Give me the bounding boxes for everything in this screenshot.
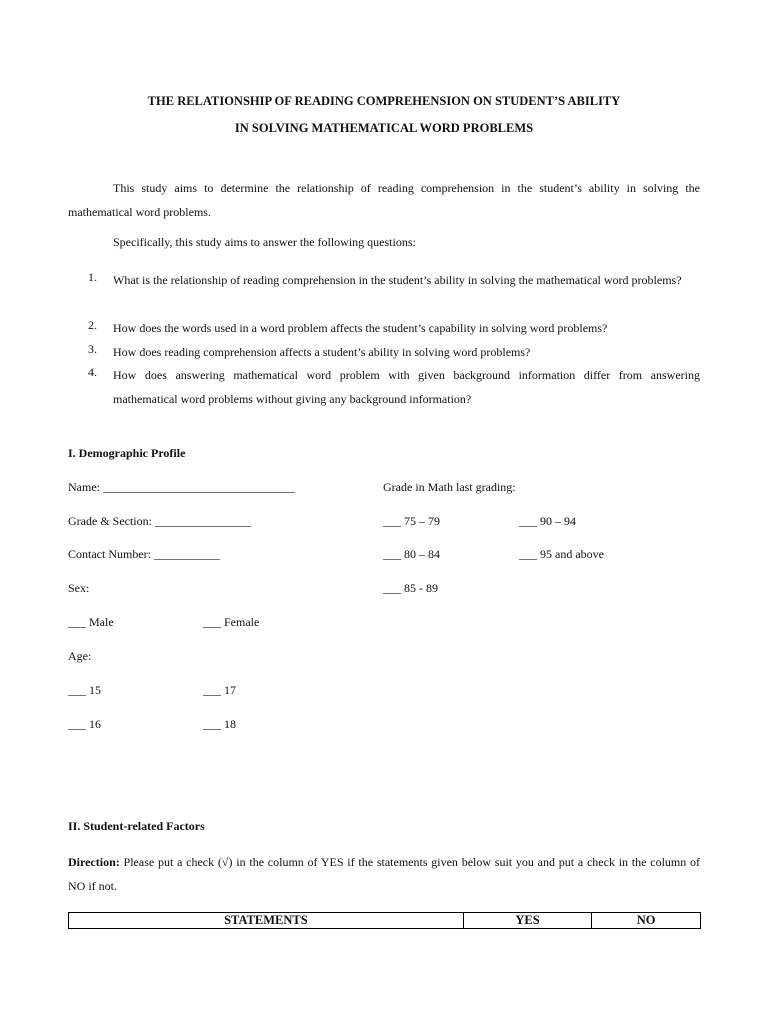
grade-option-80-84[interactable]: ___ 80 – 84 <box>383 547 440 561</box>
question-2-number: 2. <box>88 318 97 332</box>
question-2-text: How does the words used in a word problem affects the student’s capability in solving word problems? <box>113 321 608 335</box>
grade-option-85-89[interactable]: ___ 85 - 89 <box>383 581 438 595</box>
question-3-number: 3. <box>88 342 97 356</box>
age-option-15[interactable]: ___ 15 <box>68 683 101 697</box>
question-4-text: How does answering mathematical word problem with given background information differ from answering mathematical word problems without giving any background information? <box>113 368 700 406</box>
sex-option-female[interactable]: ___ Female <box>203 615 260 629</box>
statements-column-header: STATEMENTS <box>69 913 464 929</box>
grade-option-95-above[interactable]: ___ 95 and above <box>519 547 604 561</box>
grade-section-field[interactable]: Grade & Section: ________________ <box>68 514 251 528</box>
intro-paragraph: This study aims to determine the relationship of reading comprehension in the student’s ability in solving the mathematical word problems. <box>68 181 700 219</box>
question-4-number: 4. <box>88 365 97 379</box>
sex-label: Sex: <box>68 581 90 595</box>
document-title-line-2: IN SOLVING MATHEMATICAL WORD PROBLEMS <box>234 121 534 135</box>
direction-label: Direction: <box>68 855 120 869</box>
age-option-17[interactable]: ___ 17 <box>203 683 236 697</box>
intro-lead: Specifically, this study aims to answer the following questions: <box>113 235 416 249</box>
contact-number-field[interactable]: Contact Number: ___________ <box>68 547 220 561</box>
question-1-number: 1. <box>88 270 97 284</box>
question-3-text: How does reading comprehension affects a student’s ability in solving word problems? <box>113 345 531 359</box>
age-option-16[interactable]: ___ 16 <box>68 717 101 731</box>
age-label: Age: <box>68 649 92 663</box>
statements-table <box>68 912 701 929</box>
document-title-line-1: THE RELATIONSHIP OF READING COMPREHENSION ON STUDENT’S ABILITY <box>147 94 621 108</box>
name-field[interactable]: Name: ________________________________ <box>68 480 295 494</box>
table-header-row <box>69 913 701 929</box>
section-1-heading: I. Demographic Profile <box>68 446 186 460</box>
sex-option-male[interactable]: ___ Male <box>68 615 114 629</box>
grade-in-math-label: Grade in Math last grading: <box>383 480 516 494</box>
section-2-heading: II. Student-related Factors <box>68 819 205 833</box>
yes-column-header: YES <box>463 913 592 929</box>
direction-paragraph <box>68 850 700 898</box>
grade-option-75-79[interactable]: ___ 75 – 79 <box>383 514 440 528</box>
grade-option-90-94[interactable]: ___ 90 – 94 <box>519 514 576 528</box>
question-1-text: What is the relationship of reading comprehension in the student’s ability in solving the mathematical word problems? <box>113 273 682 287</box>
age-option-18[interactable]: ___ 18 <box>203 717 236 731</box>
direction-text: Please put a check (√) in the column of YES if the statements given below suit you and put a check in the column of NO if not. <box>68 855 700 893</box>
no-column-header: NO <box>592 913 701 929</box>
